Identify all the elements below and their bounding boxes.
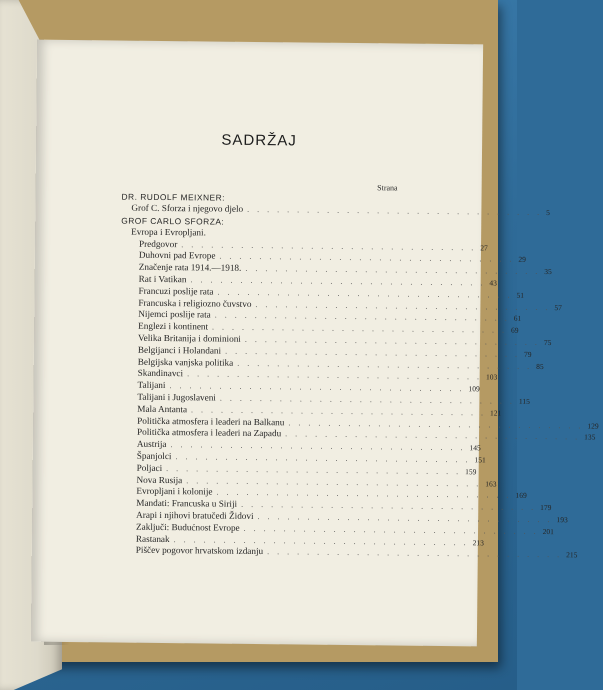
toc-page-number: 109: [468, 384, 480, 394]
toc-entry-label: Englezi i kontinent: [138, 320, 209, 332]
toc-entry-label: Talijani i Jugoslaveni: [137, 391, 216, 403]
toc-entry-label: Poljaci: [136, 462, 163, 473]
toc-entry-label: Skandinavci: [137, 368, 184, 379]
page-column-header: Strana: [377, 183, 398, 193]
toc-leader-dots: . . . . . . . . . . . . . . . . . . . . . . . . . . . . . .: [214, 310, 510, 324]
toc-entry-label: Politička atmosfera i leaderi na Zapadu: [137, 427, 282, 439]
toc-author-heading: GROF CARLO SFORZA:: [121, 215, 225, 227]
toc-leader-dots: . . . . . . . . . . . . . . . . . . . . . . . . . . . . . .: [190, 275, 486, 288]
toc-entry-label: Zaključi: Budućnost Evrope: [136, 521, 240, 533]
toc-page-number: 151: [474, 455, 486, 465]
toc-entry-label: Nijemci poslije rata: [138, 309, 211, 320]
toc-leader-dots: . . . . . . . . . . . . . . . . . . . . . . . . . . . . . .: [175, 452, 471, 465]
toc-leader-dots: [210, 233, 373, 235]
toc-page-number: 169: [515, 491, 527, 501]
toc-leader-dots: . . . . . . . . . . . . . . . . . . . . . . . . . . . . . .: [187, 369, 483, 382]
toc-page-number: 43: [489, 278, 498, 288]
toc-page-number: 27: [480, 242, 488, 253]
toc-entry-label: Grof C. Sforza i njegovo djelo: [131, 202, 244, 214]
toc-page-number: 129: [587, 421, 599, 431]
toc-leader-dots: . . . . . . . . . . . . . . . . . . . . . . . . . . . . . .: [186, 475, 482, 488]
toc-leader-dots: . . . . . . . . . . . . . . . . . . . . . . . . . . . . . .: [245, 264, 541, 277]
toc-page-number: 201: [542, 526, 554, 536]
page-title: SADRŽAJ: [221, 131, 297, 150]
toc-entry-label: Austrija: [136, 438, 167, 450]
toc-leader-dots: . . . . . . . . . . . . . . . . . . . . . . . . . . . . . .: [288, 417, 584, 430]
toc-leader-dots: . . . . . . . . . . . . . . . . . . . . . . . . . . . . . .: [169, 381, 465, 394]
toc-page-number: 193: [556, 515, 568, 525]
toc-page-number: 159: [465, 466, 477, 477]
toc-entry-label: Duhovni pad Evrope: [138, 250, 216, 261]
toc-leader-dots: . . . . . . . . . . . . . . . . . . . . . . . . . . . . . .: [241, 499, 537, 513]
toc-entry-label: Mandati: Francuska u Siriji: [136, 497, 238, 509]
toc-entry-label: Nova Rusija: [136, 474, 183, 485]
toc-leader-dots: . . . . . . . . . . . . . . . . . . . . . . . . . . . . . .: [216, 487, 512, 501]
toc-page-number: 213: [472, 537, 484, 547]
toc-leader-dots: . . . . . . . . . . . . . . . . . . . . . . . . . . . . . .: [244, 334, 540, 347]
toc-leader-dots: . . . . . . . . . . . . . . . . . . . . . . . . . . . . . .: [173, 534, 469, 547]
toc-leader-dots: . . . . . . . . . . . . . . . . . . . . . . . . . . . . . .: [212, 322, 508, 335]
toc-page-number: 103: [486, 372, 498, 382]
toc-entry-label: Značenje rata 1914.—1918.: [138, 261, 242, 274]
toc-page-number: 85: [536, 361, 544, 371]
toc-entry-label: Rastanak: [135, 533, 170, 544]
toc-page-number: 79: [524, 349, 532, 359]
toc-entry-label: Španjolci: [136, 450, 172, 462]
toc-page-number: 57: [554, 302, 562, 312]
book-page: [31, 40, 599, 647]
toc-page-number: 61: [513, 314, 522, 324]
toc-page-number: 115: [518, 396, 530, 406]
toc-page-number: 121: [489, 408, 502, 418]
toc-entry-label: Arapi i njihovi bratučedi Židovi: [136, 509, 254, 521]
toc-entry-label: Piščev pogovor hrvatskom izdanju: [135, 545, 264, 557]
toc-entry-label: Politička atmosfera i leaderi na Balkanu: [137, 415, 285, 427]
toc-page-number: 5: [546, 208, 550, 218]
toc-leader-dots: . . . . . . . . . . . . . . . . . . . . . . . . . . . . . .: [170, 440, 466, 453]
toc-leader-dots: . . . . . . . . . . . . . . . . . . . . . . . . . . . . . .: [191, 405, 487, 418]
toc-entry-label: Mala Antanta: [137, 403, 188, 415]
toc-entry-label: Talijani: [137, 379, 166, 391]
toc-entry-label: Predgovor: [138, 238, 178, 249]
toc-leader-dots: . . . . . . . . . . . . . . . . . . . . . . . . . . . . . .: [237, 358, 533, 371]
toc-page-number: 75: [543, 337, 552, 348]
toc-entry-label: Velika Britanija i dominioni: [137, 332, 241, 344]
toc-page-number: 163: [485, 478, 497, 489]
toc-leader-dots: . . . . . . . . . . . . . . . . . . . . . . . . . . . . . .: [255, 299, 551, 312]
toc-leader-dots: . . . . . . . . . . . . . . . . . . . . . . . . . . . . . .: [267, 547, 563, 560]
toc-entry-label: Evropa i Evropljani.: [131, 226, 206, 238]
toc-page-number: 145: [469, 443, 481, 453]
toc-author-heading: DR. RUDOLF MEIXNER:: [121, 191, 226, 203]
toc-page-number: 135: [584, 432, 596, 442]
toc-entry-label: Rat i Vatikan: [138, 273, 187, 285]
toc-leader-dots: . . . . . . . . . . . . . . . . . . . . . . . . . . . . . .: [181, 239, 477, 252]
toc-leader-dots: . . . . . . . . . . . . . . . . . . . . . . . . . . . . . .: [243, 523, 539, 536]
toc-leader-dots: . . . . . . . . . . . . . . . . . . . . . . . . . . . . . .: [285, 429, 581, 442]
toc-entry-label: Francuzi poslije rata: [138, 285, 214, 297]
toc-leader-dots: . . . . . . . . . . . . . . . . . . . . . . . . . . . . . .: [219, 251, 515, 265]
toc-page-number: 179: [540, 503, 552, 513]
toc-page-number: 69: [511, 325, 519, 335]
toc-entry-label: Evropljani i kolonije: [136, 486, 213, 497]
toc-page-number: 29: [518, 255, 526, 265]
toc-leader-dots: . . . . . . . . . . . . . . . . . . . . . . . . . . . . . .: [166, 463, 462, 476]
toc-page-number: 51: [516, 290, 525, 300]
toc-leader-dots: . . . . . . . . . . . . . . . . . . . . . . . . . . . . . .: [217, 287, 513, 300]
toc-leader-dots: . . . . . . . . . . . . . . . . . . . . . . . . . . . . . .: [257, 511, 553, 525]
toc-page-number: 35: [544, 267, 552, 277]
toc-leader-dots: . . . . . . . . . . . . . . . . . . . . . . . . . . . . . .: [219, 393, 515, 406]
toc-page-number: 215: [566, 550, 578, 560]
table-of-contents: [32, 190, 599, 561]
toc-leader-dots: . . . . . . . . . . . . . . . . . . . . . . . . . . . . . .: [247, 204, 543, 217]
toc-entry-label: Belgijska vanjska politika: [137, 356, 234, 368]
toc-leader-dots: . . . . . . . . . . . . . . . . . . . . . . . . . . . . . .: [225, 346, 521, 359]
toc-entry-label: Francuska i religiozno čuvstvo: [138, 297, 252, 309]
toc-entry-label: Belgijanci i Holandani: [137, 344, 222, 356]
